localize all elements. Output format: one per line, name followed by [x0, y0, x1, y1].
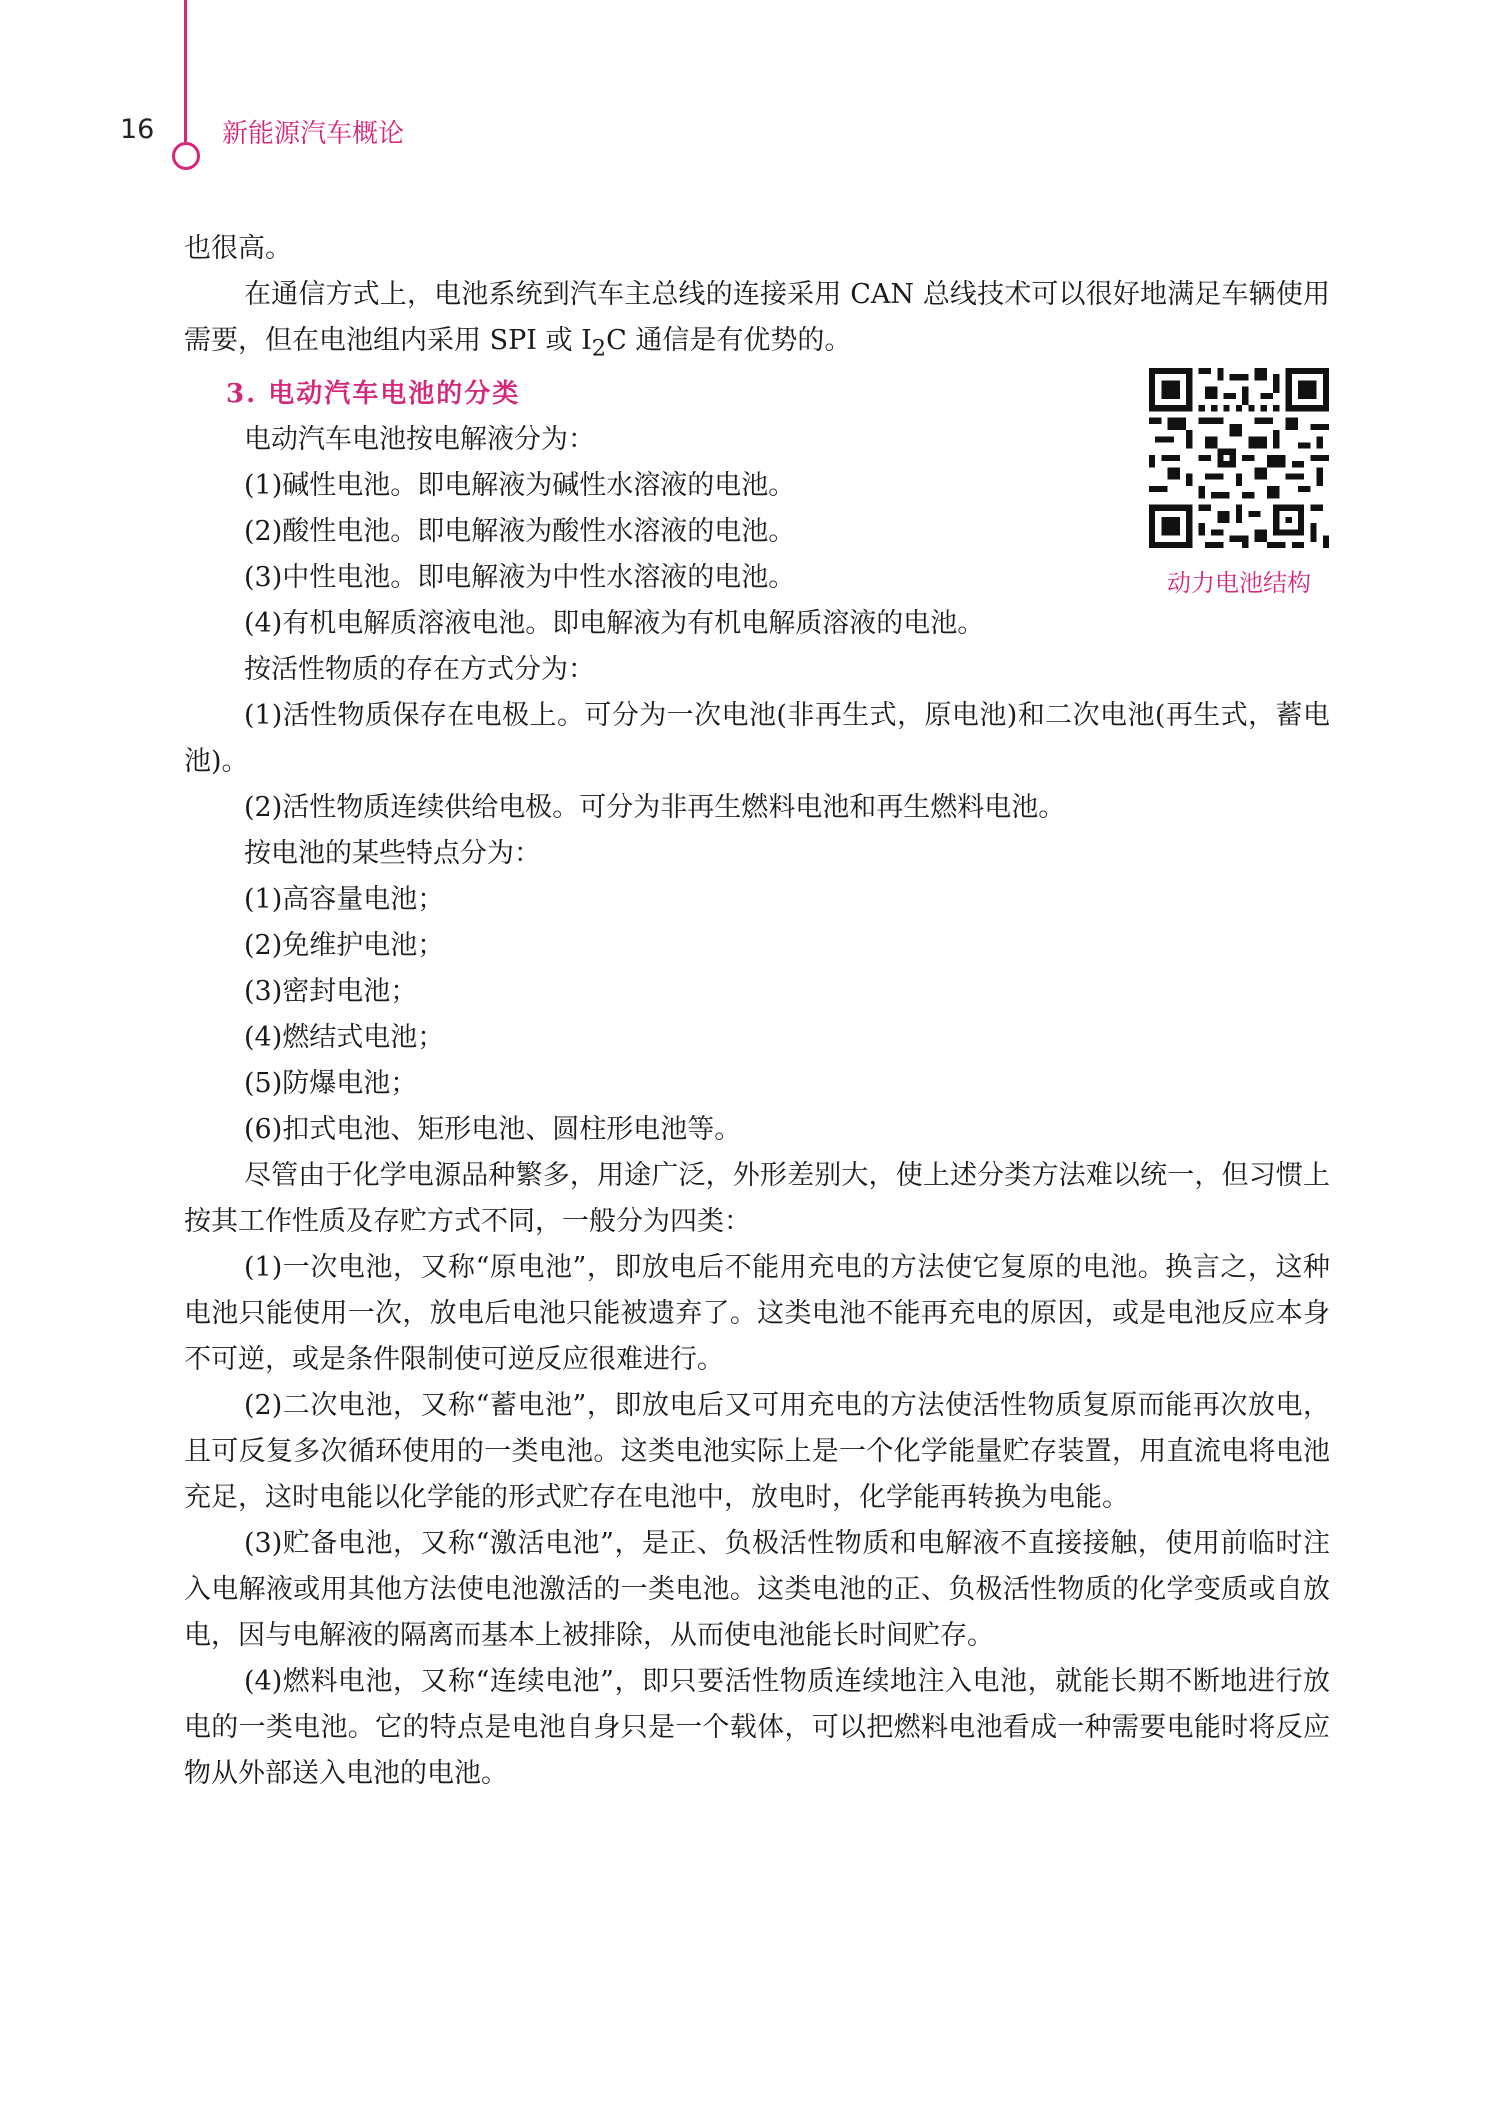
list-item: (3)密封电池；: [244, 976, 418, 1008]
paragraph: 尽管由于化学电源品种繁多，用途广泛，外形差别大，使上述分类方法难以统一，但习惯上按其工作性质及存贮方式不同，一般分为四类：: [184, 1160, 1330, 1238]
list-item: (1)高容量电池；: [244, 884, 445, 916]
qr-caption: 动力电池结构: [1167, 569, 1311, 597]
paragraph: 也很高。: [184, 233, 292, 264]
list-item: (5)防爆电池；: [244, 1068, 418, 1100]
paragraph: (3)贮备电池，又称“激活电池”，是正、负极活性物质和电解液不直接接触，使用前临时注入电解液或用其他方法使电池激活的一类电池。这类电池的正、负极活性物质的化学变质或自放电，因与电解液的隔离而基本上被排除，从而使电池能长时间贮存。: [184, 1528, 1330, 1652]
list-item: 按活性物质的存在方式分为：: [244, 654, 595, 686]
list-item: (1)碱性电池。即电解液为碱性水溶液的电池。: [244, 470, 796, 502]
header-decor-circle: [172, 142, 200, 170]
list-item: (4)燃结式电池；: [244, 1022, 445, 1054]
list-item: (2)免维护电池；: [244, 930, 445, 962]
subscript: 2: [591, 335, 607, 362]
page-body: [184, 226, 1330, 1797]
header-decor-line: [184, 0, 187, 142]
list-item: (2)活性物质连续供给电极。可分为非再生燃料电池和再生燃料电池。: [244, 792, 1066, 824]
section-heading: 3. 电动汽车电池的分类: [226, 379, 521, 410]
paragraph: [184, 272, 1330, 371]
paragraph: (1)一次电池，又称“原电池”，即放电后不能用充电的方法使它复原的电池。换言之，这种电池只能使用一次，放电后电池只能被遗弃了。这类电池不能再充电的原因，或是电池反应本身不可逆，或是条件限制使可逆反应很难进行。: [184, 1252, 1330, 1376]
paragraph: (4)燃料电池，又称“连续电池”，即只要活性物质连续地注入电池，就能长期不断地进行放电的一类电池。它的特点是电池自身只是一个载体，可以把燃料电池看成一种需要电能时将反应物从外部送入电池的电池。: [184, 1666, 1330, 1790]
list-item: 电动汽车电池按电解液分为：: [244, 424, 595, 456]
page-number: 16: [120, 114, 155, 145]
paragraph-text: C 通信是有优势的。: [606, 325, 852, 356]
list-item: 按电池的某些特点分为：: [244, 838, 541, 870]
paragraph-text: 在通信方式上，电池系统到汽车主总线的连接采用 CAN 总线技术可以很好地满足车辆使用需要，但在电池组内采用 SPI 或 I: [184, 279, 1330, 356]
list-item: (6)扣式电池、矩形电池、圆柱形电池等。: [244, 1114, 742, 1146]
list-item: (3)中性电池。即电解液为中性水溶液的电池。: [244, 562, 796, 594]
list-item: (4)有机电解质溶液电池。即电解液为有机电解质溶液的电池。: [244, 608, 985, 640]
book-title: 新能源汽车概论: [222, 119, 405, 149]
paragraph: (2)二次电池，又称“蓄电池”，即放电后又可用充电的方法使活性物质复原而能再次放电，且可反复多次循环使用的一类电池。这类电池实际上是一个化学能量贮存装置，用直流电将电池充足，这时电能以化学能的形式贮存在电池中，放电时，化学能再转换为电能。: [184, 1390, 1330, 1514]
list-item: (2)酸性电池。即电解液为酸性水溶液的电池。: [244, 516, 796, 548]
list-item: (1)活性物质保存在电极上。可分为一次电池(非再生式，原电池)和二次电池(再生式，蓄电池)。: [184, 700, 1330, 778]
